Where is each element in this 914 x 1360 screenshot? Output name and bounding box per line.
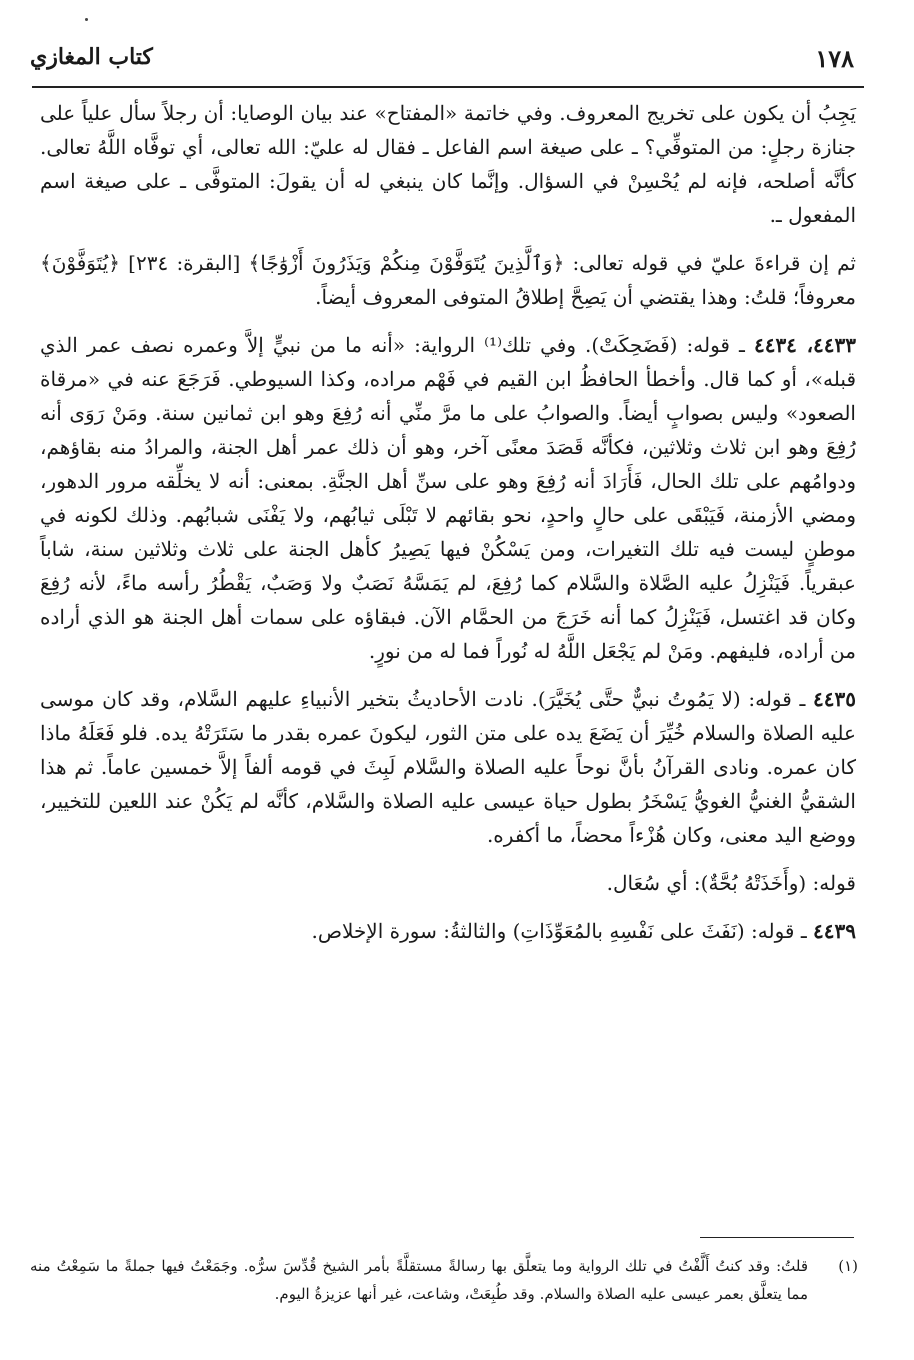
book-title: كتاب المغازي: [30, 44, 153, 70]
paragraph-text: قوله: (وأَخَذَتْهُ بُحَّةٌ): أي سُعَال.: [606, 871, 856, 895]
paragraph-text: ـ قوله: (نَفَثَ على نَفْسِهِ بالمُعَوِّذَاتِ) والثالثةُ: سورة الإخلاص.: [311, 919, 814, 943]
footnote-rule: [700, 1237, 854, 1238]
hadith-entry: [40, 328, 856, 668]
hadith-entry: [40, 914, 856, 948]
running-header: [30, 44, 854, 84]
hadith-entry: [40, 682, 856, 852]
main-text: [40, 96, 856, 958]
footnote-marker: (١): [838, 1257, 858, 1275]
paragraph-text: ـ قوله: (لا يَمُوتُ نبيٌّ حتَّى يُخَيَّرَ). نادت الأحاديثُ بتخير الأنبياءِ عليهم السَّلام، وقد كان موسى عليه الصلاة والسلام خُيِّرَ أن يَضَعَ يده على متن الثور، ليكونَ عمره بقدر ما سَتَرَتْهُ يده. فلو فَعَلَهُ ماذا كان عمره. ونادى القرآنُ بأنَّ نوحاً عليه الصلاة والسَّلام لَبِثَ في قومه ألفاً إلاَّ خمسين عاماً. ثم هذا الشقيُّ الغنيُّ الغويُّ يَسْخَرُ بطول حياة عيسى عليه الصلاة والسَّلام، كأنَّه لم يَكُنْ عند اللعين للتخيير، ووضع اليد معنى، وكان هُزْءاً محضاً، ما أكفره.: [40, 687, 856, 847]
footnote-text: قلتُ: وقد كنتُ أَلَّفْتُ في تلك الرواية وما يتعلَّق بها رسالةً مستقلَّةً بأمر الشيخ قُدِّسَ سرُّه. وجَمَعْتُ فيها جملةً ما سَمِعْتُ منه مما يتعلَّق بعمر عيسى عليه الصلاة والسلام. وقد طُبِعَتْ، وشاعت، غير أنها عزيزةُ اليوم.: [30, 1257, 808, 1303]
paragraph-text: يَجِبُ أن يكون على تخريج المعروف. وفي خاتمة «المفتاح» عند بيان الوصايا: أن رجلاً سأل علياً على جنازة رجلٍ: من المتوفِّي؟ ـ على صيغة اسم الفاعل ـ فقال له عليّ: الله تعالى، أي توفَّاه اللَّهُ تعالى. كأنَّه أصلحه، فإنه لم يُحْسِنْ في السؤال. وإنَّما كان ينبغي له أن يقولَ: المتوفَّى ـ على صيغة اسم المفعول ـ.: [40, 101, 857, 227]
header-rule: [32, 86, 864, 88]
paragraph-text: ثم إن قراءةَ عليّ في قوله تعالى: ﴿وَٱلَّذِينَ يُتَوَفَّوْنَ مِنكُمْ وَيَذَرُونَ أَزْوَٰجًا﴾ [البقرة: ٢٣٤] ﴿يُتَوَفَّوْنَ﴾ معروفاً؛ قلتُ: وهذا يقتضي أن يَصِحَّ إطلاقُ المتوفى المعروف أيضاً.: [40, 251, 856, 309]
hadith-number: ٤٤٣٥: [813, 687, 856, 711]
paragraph: [40, 866, 856, 900]
paragraph: [40, 246, 856, 314]
paragraph: [40, 96, 856, 232]
page-number: ١٧٨: [815, 44, 854, 73]
hadith-number: ٤٤٣٩: [813, 919, 856, 943]
paragraph-text: ـ قوله: (فَضَحِكَتْ). وفي تلك⁽¹⁾ الرواية: «أنه ما من نبيٍّ إلاَّ وعمره نصف عمر الذي قبله»، أو كما قال. وأخطأ الحافظُ ابن القيم في فَهْم مراده، وكذا السيوطي. فَرَجَعَ عنه في «مرقاة الصعود» وليس بصوابٍ أيضاً. والصوابُ على ما مرَّ منِّي أنه رُفِعَ وهو ابن ثمانين سنة. ومَنْ رَوَى أنه رُفِعَ وهو ابن ثلاث وثلاثين، فكأنَّه قَصَدَ معنًى آخر، وهو أن ذلك عمر أهل الجنة، والمرادُ منه بقاؤهم، ودوامُهم على تلك الحال، فَأَرَادَ أنه رُفِعَ وهو على سنِّ أهل الجنَّةِ. بمعنى: أنه لا يخلِّقه مرور الدهور، ومضي الأزمنة، فَيَبْقَى على حالٍ واحدٍ، نحو بقائهم لا تَبْلَى ثيابُهم، ولا يَفْنَى شبابُهم. وذلك لكونه في موطنٍ ليست فيه تلك التغيرات، ومن يَسْكُنْ فيها يَصِيرُ كأهل الجنة على ثلاث وثلاثين سنة، شاباً عبقرياً. فَيَنْزِلُ عليه الصَّلاة والسَّلام كما رُفِعَ، لم يَمَسَّهُ نَصَبٌ ولا وَصَبٌ، يَقْطُرُ رأسه ماءً، لأنه رُفِعَ وكان قد اغتسل، فَيَنْزِلُ كما أنه خَرَجَ من الحمَّام الآن. فبقاؤه على سمات أهل الجنة هو الذي أراده من أراده، فليفهم. ومَنْ لم يَجْعَل اللَّهُ له نُوراً فما له من نورٍ.: [40, 333, 856, 663]
page-speck: [85, 18, 88, 21]
hadith-number: ٤٤٣٣، ٤٤٣٤: [753, 333, 857, 357]
footnote: [30, 1252, 856, 1308]
